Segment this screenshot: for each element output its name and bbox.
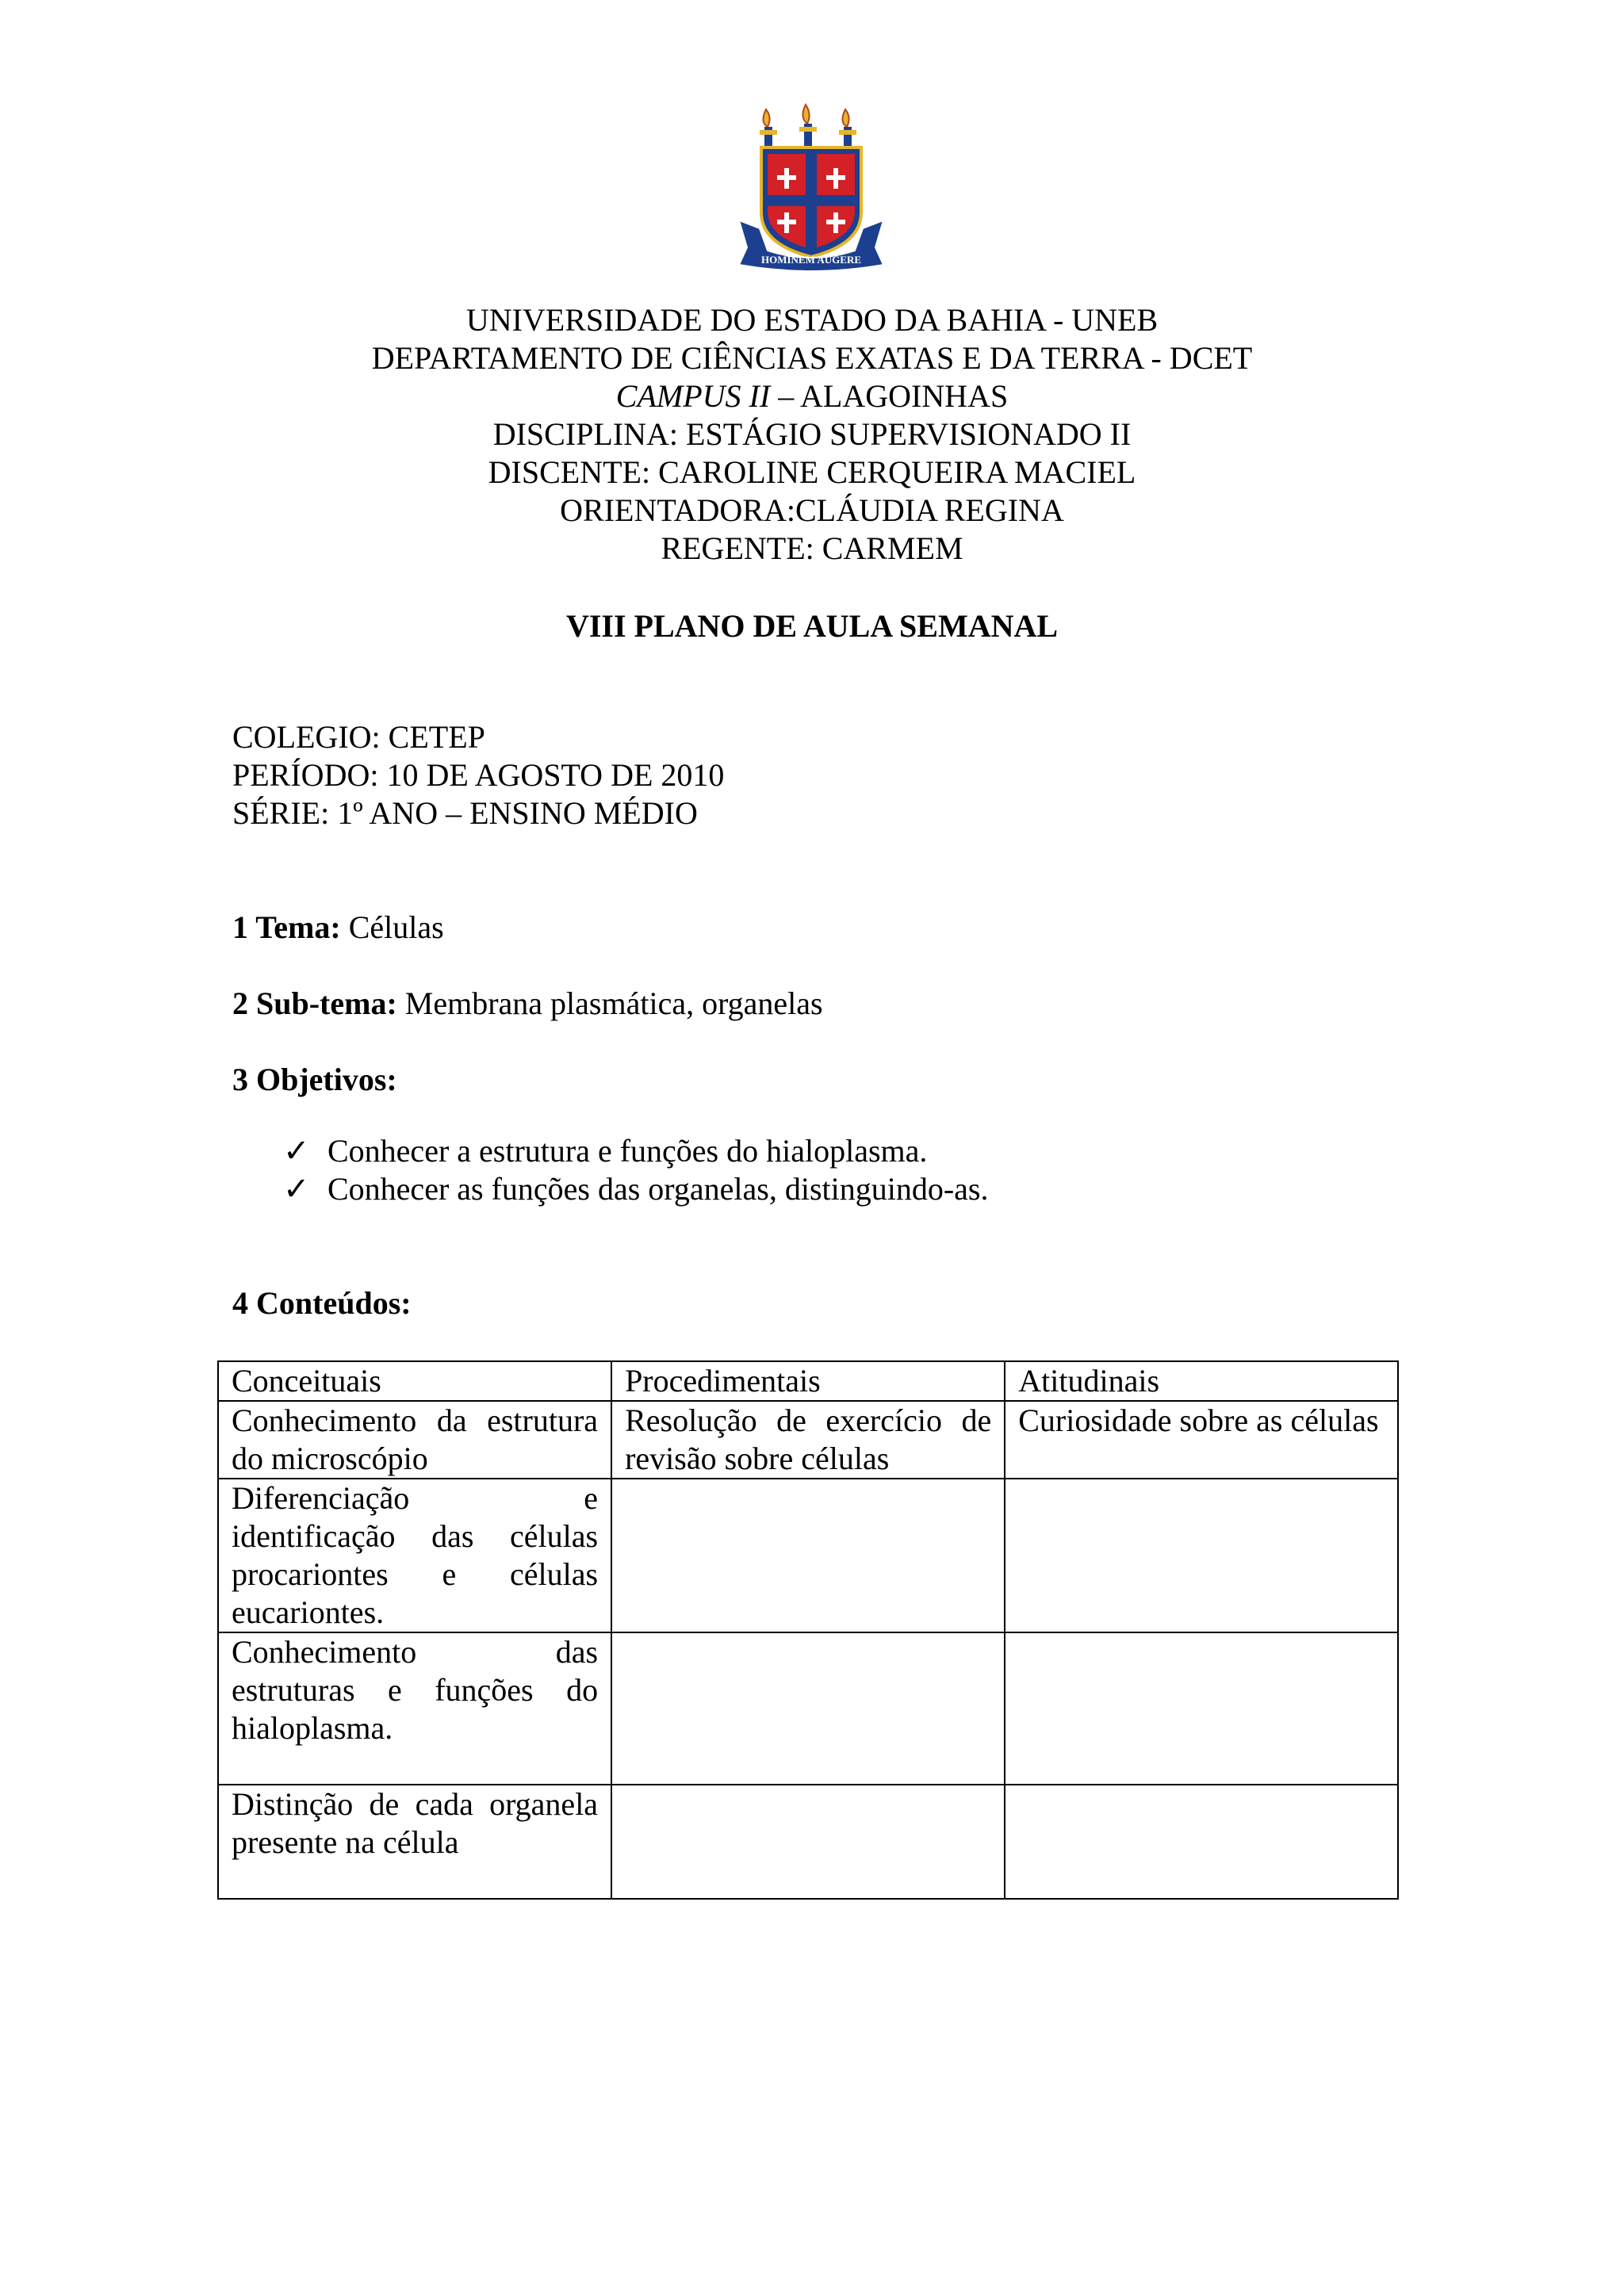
- table-cell: Resolução de exercício de revisão sobre células: [611, 1401, 1005, 1479]
- header-student: DISCENTE: CAROLINE CERQUEIRA MACIEL: [488, 454, 1136, 490]
- list-item: ✓ Conhecer a estrutura e funções do hialoplasma.: [283, 1133, 928, 1169]
- table-cell: [1005, 1785, 1398, 1899]
- header-department: DEPARTAMENTO DE CIÊNCIAS EXATAS E DA TERRA - DCET: [371, 340, 1253, 376]
- institution-header: [0, 301, 1624, 568]
- conteudos-label: 4 Conteúdos:: [232, 1285, 412, 1321]
- table-row: [218, 1479, 1398, 1632]
- objectives-list: [283, 1132, 989, 1208]
- school-info: [232, 718, 724, 832]
- tema-value: Células: [340, 909, 444, 945]
- header-university: UNIVERSIDADE DO ESTADO DA BAHIA - UNEB: [465, 302, 1159, 338]
- torches: [760, 105, 856, 146]
- table-cell: Distinção de cada organela presente na célula: [218, 1785, 611, 1899]
- checkmark-icon: ✓: [283, 1171, 310, 1207]
- header-advisor: ORIENTADORA:CLÁUDIA REGINA: [560, 492, 1064, 528]
- header-cell: Conceituais: [218, 1361, 611, 1401]
- table-cell: [611, 1632, 1005, 1785]
- header-teacher: REGENTE: CARMEM: [661, 530, 963, 566]
- period: PERÍODO: 10 DE AGOSTO DE 2010: [232, 757, 725, 793]
- table-row: [218, 1785, 1398, 1899]
- table-row: [218, 1632, 1398, 1785]
- school-name: COLEGIO: CETEP: [232, 719, 485, 755]
- section-tema: [232, 909, 444, 947]
- header-cell: Procedimentais: [611, 1361, 1005, 1401]
- header-discipline: DISCIPLINA: ESTÁGIO SUPERVISIONADO II: [492, 416, 1132, 452]
- header-cell: Atitudinais: [1005, 1361, 1398, 1401]
- objetivos-label: 3 Objetivos:: [232, 1062, 397, 1097]
- section-conteudos: [232, 1284, 412, 1322]
- table-cell: [611, 1479, 1005, 1632]
- grade: SÉRIE: 1º ANO – ENSINO MÉDIO: [232, 795, 698, 831]
- plan-title: VIII PLANO DE AULA SEMANAL: [565, 608, 1059, 644]
- section-subtema: [232, 985, 823, 1023]
- checkmark-icon: ✓: [283, 1133, 310, 1169]
- table-cell: [1005, 1632, 1398, 1785]
- subtema-label: 2 Sub-tema:: [232, 985, 397, 1021]
- table-header-row: [218, 1361, 1398, 1401]
- table-row: [218, 1401, 1398, 1479]
- uneb-coat-of-arms-logo: [736, 101, 887, 276]
- subtema-value: Membrana plasmática, organelas: [396, 985, 823, 1021]
- contents-table: [217, 1360, 1399, 1900]
- table-cell: Curiosidade sobre as células: [1005, 1401, 1398, 1479]
- list-item: ✓ Conhecer as funções das organelas, distinguindo-as.: [283, 1171, 989, 1207]
- table-cell: Diferenciação e identificação das células procariontes e células eucariontes.: [218, 1479, 611, 1632]
- header-campus: CAMPUS II – ALAGOINHAS: [615, 378, 1009, 414]
- table-cell: Conhecimento da estrutura do microscópio: [218, 1401, 611, 1479]
- svg-text:HOMINEM AUGERE: HOMINEM AUGERE: [760, 254, 862, 266]
- table-cell: [1005, 1479, 1398, 1632]
- tema-label: 1 Tema:: [232, 909, 341, 945]
- section-objetivos: [232, 1061, 397, 1099]
- table-cell: [611, 1785, 1005, 1899]
- table-cell: Conhecimento das estruturas e funções do hialoplasma.: [218, 1632, 611, 1785]
